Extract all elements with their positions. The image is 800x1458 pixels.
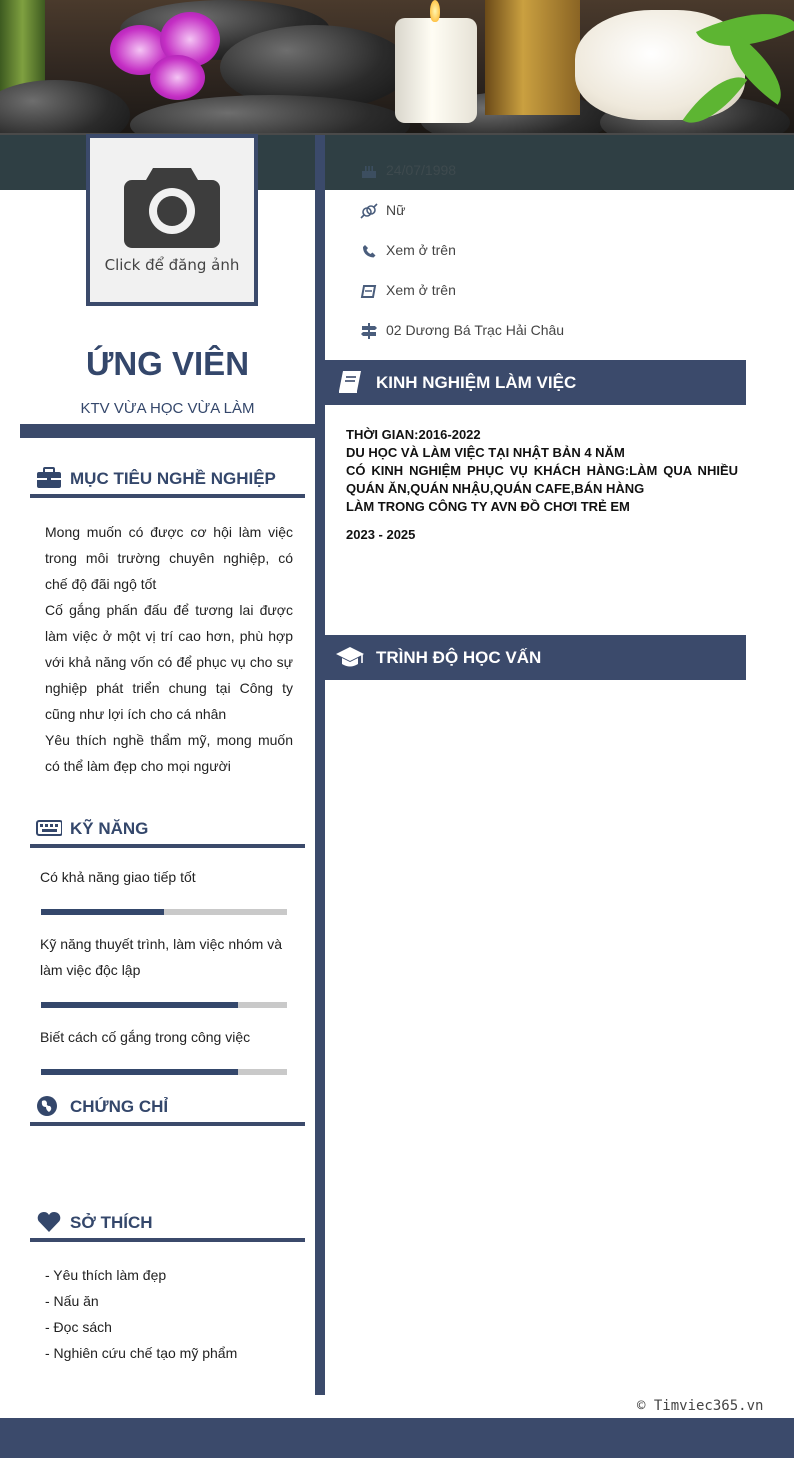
skill-bar-fill [41,1069,238,1075]
experience-line: DU HỌC VÀ LÀM VIỆC TẠI NHẬT BẢN 4 NĂM [346,445,625,460]
section-certificates-heading [30,1088,305,1126]
heart-icon [36,1211,62,1233]
camera-icon [123,164,221,248]
briefcase-icon [36,467,62,489]
hobby-item: - Nấu ăn [45,1293,99,1309]
experience-line: LÀM TRONG CÔNG TY AVN ĐỒ CHƠI TRẺ EM [346,499,630,514]
contact-phone [360,239,740,263]
banner-image [0,0,794,135]
photo-upload-label: Click để đăng ảnh [104,256,240,274]
hobby-item: - Đọc sách [45,1319,112,1335]
section-skills-heading [30,810,305,848]
experience-line: THỜI GIAN:2016-2022 [346,427,481,442]
cake-icon [360,162,378,180]
contact-address [360,319,740,343]
skill-name: Kỹ năng thuyết trình, làm việc nhóm và làm việc độc lập [40,936,283,978]
birthday-text: 24/07/1998 [386,162,457,178]
skills-title: KỸ NĂNG [70,819,149,838]
section-experience-heading [325,360,746,405]
orchid-decoration [150,55,205,100]
objective-paragraph: Cố gắng phấn đấu để tương lai được làm việc ở một vị trí cao hơn, phù hợp với khả năng vốn có để phục vụ cho sự nghiệp phát triển chung tại Công ty cũng như lợi ích cho cá nhân [45,602,293,722]
skill-bar [41,1002,287,1008]
section-education-heading [325,635,746,680]
photo-upload[interactable] [86,134,258,306]
phone-text: Xem ở trên [386,242,456,258]
graduation-cap-icon [335,644,365,670]
phone-icon [360,242,378,260]
hobbies-title: SỞ THÍCH [70,1213,153,1232]
skill-bar-fill [41,1002,238,1008]
email-icon [360,282,378,300]
section-objective-heading [30,460,305,498]
candidate-position: KTV VỪA HỌC VỪA LÀM [80,400,255,417]
skill-name: Biết cách cố gắng trong công việc [40,1029,251,1045]
address-text: 02 Dương Bá Trạc Hải Châu [386,322,565,338]
address-icon [360,322,378,340]
contact-email [360,279,740,303]
skill-bar [41,909,287,915]
column-divider [315,135,325,1395]
email-text: Xem ở trên [386,282,456,298]
hobby-item: - Nghiên cứu chế tạo mỹ phẩm [45,1345,238,1361]
experience-period: 2023 - 2025 [346,527,416,542]
hobby-item: - Yêu thích làm đẹp [45,1267,167,1283]
section-hobbies-heading [30,1204,305,1242]
contact-gender [360,199,740,223]
education-title: TRÌNH ĐỘ HỌC VẤN [376,648,542,667]
left-divider [20,424,318,438]
skill-name: Có khả năng giao tiếp tốt [40,869,196,885]
flame-decoration [430,0,440,22]
globe-icon [36,1095,62,1117]
gender-text: Nữ [386,202,406,218]
skill-bar-fill [41,909,164,915]
experience-line: CÓ KINH NGHIỆM PHỤC VỤ KHÁCH HÀNG:LÀM QUA NHIỀU QUÁN ĂN,QUÁN NHẬU,QUÁN CAFE,BÁN HÀNG [346,463,738,496]
contact-birthday [360,159,740,183]
book-icon [335,369,365,395]
copyright-text: © Timviec365.vn [637,1398,764,1414]
candle-decoration [395,18,477,123]
objective-paragraph: Yêu thích nghề thẩm mỹ, mong muốn có thể làm đẹp cho mọi người [45,732,293,774]
candidate-name: ỨNG VIÊN [85,345,250,382]
jar-decoration [485,0,580,115]
skill-bar [41,1069,287,1075]
keyboard-icon [36,817,62,839]
experience-title: KINH NGHIỆM LÀM VIỆC [376,373,577,392]
objective-paragraph: Mong muốn có được cơ hội làm việc trong môi trường chuyên nghiệp, có chế độ đãi ngộ tốt [45,524,293,592]
objective-title: MỤC TIÊU NGHỀ NGHIỆP [70,469,276,488]
gender-icon [360,202,378,220]
certificates-title: CHỨNG CHỈ [70,1097,169,1116]
footer-band [0,1418,794,1458]
stone-decoration [0,80,130,135]
